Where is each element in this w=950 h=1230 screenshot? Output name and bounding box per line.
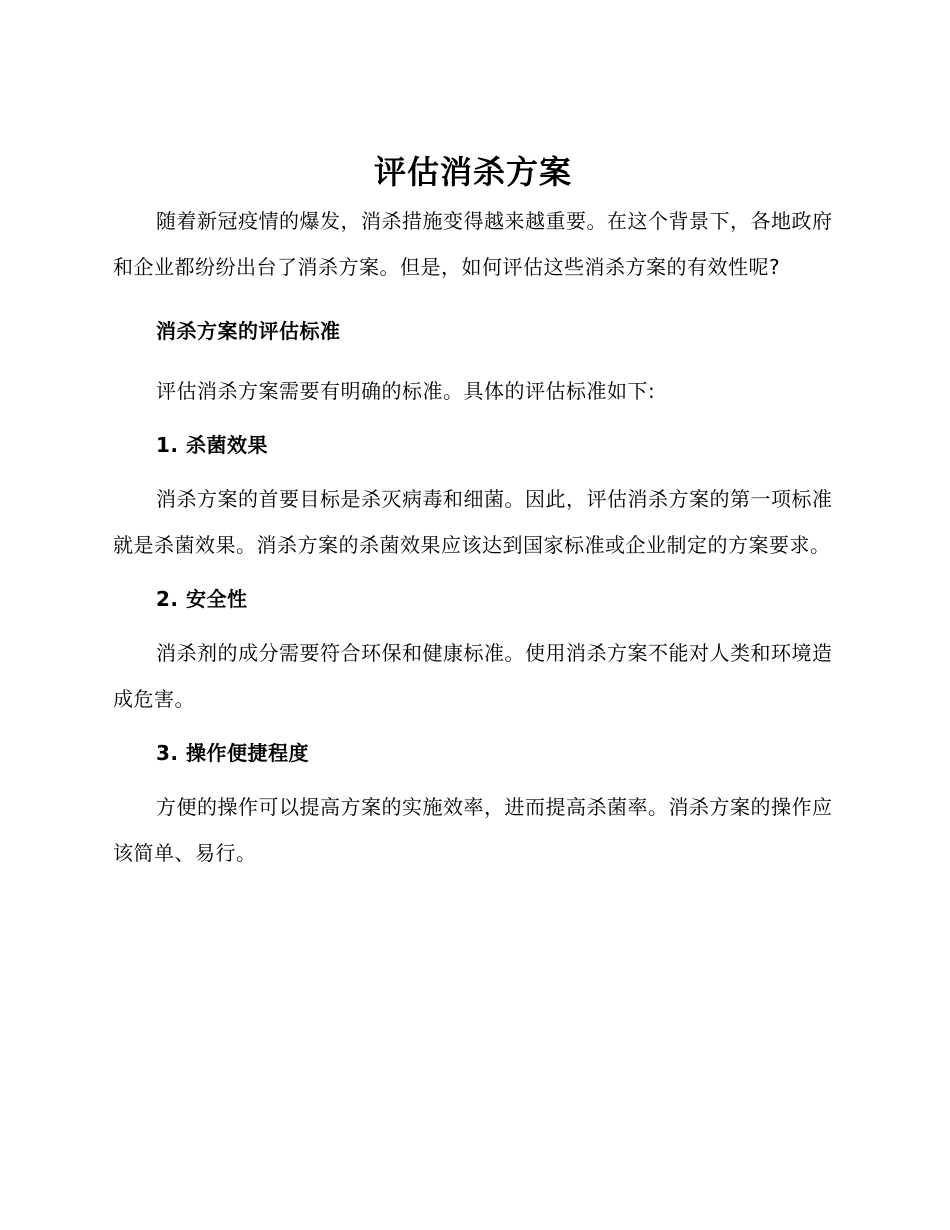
spacer bbox=[113, 614, 833, 630]
spacer bbox=[113, 722, 833, 738]
spacer bbox=[113, 568, 833, 584]
section-heading: 消杀方案的评估标准 bbox=[156, 319, 341, 343]
spacer bbox=[113, 346, 833, 368]
spacer bbox=[113, 290, 833, 316]
criterion-heading-1: 1. 杀菌效果 bbox=[156, 433, 268, 457]
document-page bbox=[113, 150, 833, 876]
document-title: 评估消杀方案 bbox=[373, 153, 572, 191]
section-intro-paragraph: 评估消杀方案需要有明确的标准。具体的评估标准如下: bbox=[156, 379, 656, 403]
criterion-body-3: 方便的操作可以提高方案的实施效率，进而提高杀菌率。消杀方案的操作应该简单、易行。 bbox=[113, 795, 833, 865]
criterion-heading-2: 2. 安全性 bbox=[156, 587, 248, 611]
criterion-body-2: 消杀剂的成分需要符合环保和健康标准。使用消杀方案不能对人类和环境造成危害。 bbox=[113, 641, 833, 711]
intro-paragraph: 随着新冠疫情的爆发，消杀措施变得越来越重要。在这个背景下，各地政府和企业都纷纷出台了消杀方案。但是，如何评估这些消杀方案的有效性呢? bbox=[113, 209, 833, 279]
criterion-body-1: 消杀方案的首要目标是杀灭病毒和细菌。因此，评估消杀方案的第一项标准就是杀菌效果。消杀方案的杀菌效果应该达到国家标准或企业制定的方案要求。 bbox=[113, 487, 833, 557]
spacer bbox=[113, 460, 833, 476]
spacer bbox=[113, 414, 833, 430]
criterion-heading-3: 3. 操作便捷程度 bbox=[156, 741, 309, 765]
spacer bbox=[113, 768, 833, 784]
